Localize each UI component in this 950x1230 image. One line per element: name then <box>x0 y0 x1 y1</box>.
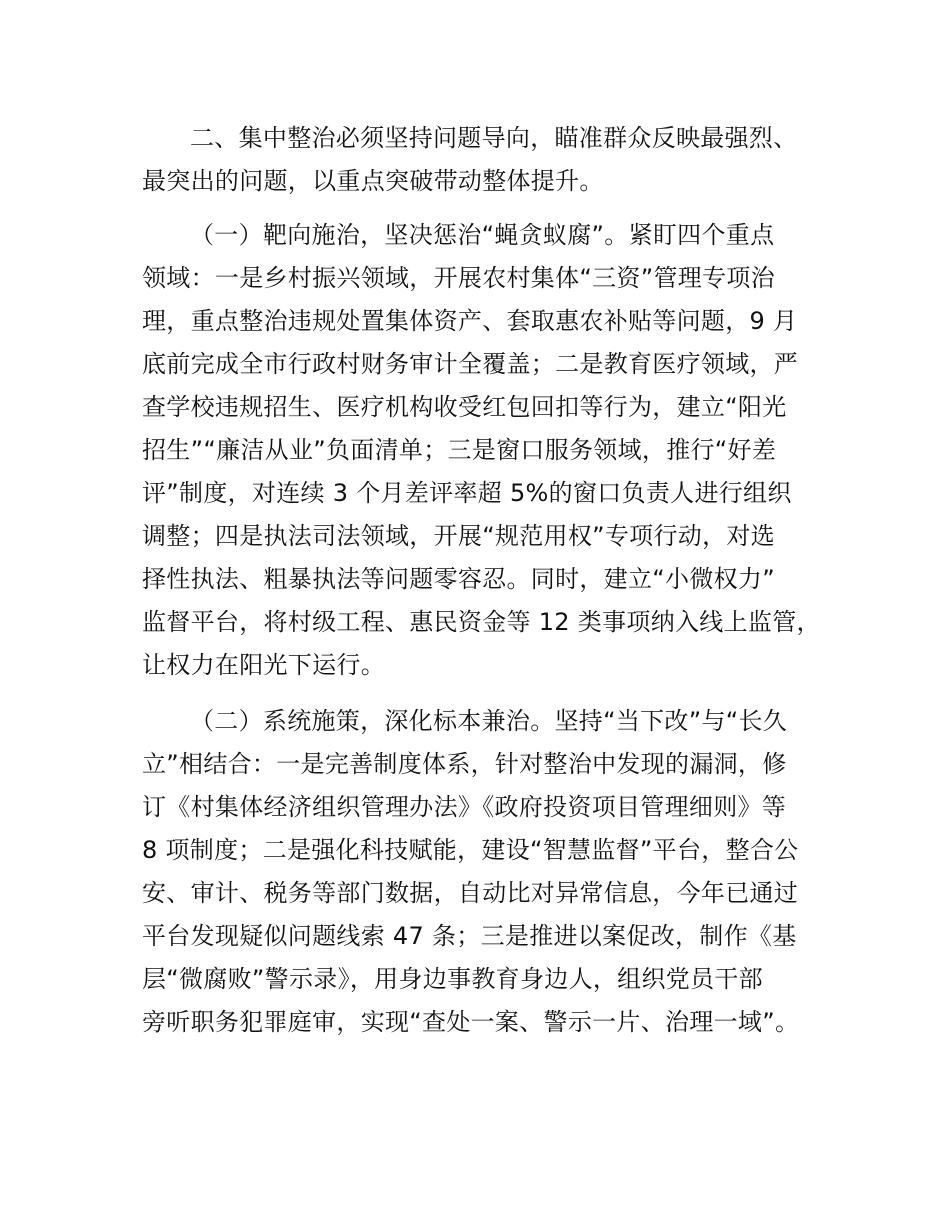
text-line: 监督平台，将村级工程、惠民资金等 12 类事项纳入线上监管， <box>142 608 821 636</box>
text-line: 底前完成全市行政村财务审计全覆盖；二是教育医疗领域，严 <box>142 350 799 378</box>
paragraph-systematic-policy <box>142 700 842 1044</box>
text-line: 立”相结合：一是完善制度体系，针对整治中发现的漏洞，修 <box>142 750 787 778</box>
text-line: 最突出的问题，以重点突破带动整体提升。 <box>142 167 604 195</box>
text-line: 旁听职务犯罪庭审，实现“查处一案、警示一片、治理一域”。 <box>142 1008 800 1036</box>
text-line: 二、集中整治必须坚持问题导向，瞄准群众反映最强烈、 <box>190 124 798 152</box>
text-line: 8 项制度；二是强化科技赋能，建设“智慧监督”平台，整合公 <box>142 836 799 864</box>
text-line: 择性执法、粗暴执法等问题零容忍。同时，建立“小微权力” <box>142 565 775 593</box>
text-line: 查学校违规招生、医疗机构收受红包回扣等行为，建立“阳光 <box>142 393 787 421</box>
text-line: 订《村集体经济组织管理办法》《政府投资项目管理细则》等 <box>142 793 787 821</box>
paragraph-section-two-heading <box>142 117 842 203</box>
text-line: 招生”“廉洁从业”负面清单；三是窗口服务领域，推行“好差 <box>142 436 777 464</box>
text-line: 让权力在阳光下运行。 <box>142 651 385 679</box>
text-line: （一）靶向施治，坚决惩治“蝇贪蚁腐”。紧盯四个重点 <box>190 221 775 249</box>
text-line: 评”制度，对连续 3 个月差评率超 5%的窗口负责人进行组织 <box>142 479 792 507</box>
text-line: 调整；四是执法司法领域，开展“规范用权”专项行动，对选 <box>142 522 775 550</box>
text-line: 层“微腐败”警示录》，用身边事教育身边人，组织党员干部 <box>142 965 763 993</box>
text-line: 理，重点整治违规处置集体资产、套取惠农补贴等问题，9 月 <box>142 307 798 335</box>
paragraph-targeted-treatment <box>142 214 842 687</box>
text-line: 领域：一是乡村振兴领域，开展农村集体“三资”管理专项治 <box>142 264 775 292</box>
text-line: 平台发现疑似问题线索 47 条；三是推进以案促改，制作《基 <box>142 922 797 950</box>
text-line: （二）系统施策，深化标本兼治。坚持“当下改”与“长久 <box>190 707 788 735</box>
text-line: 安、审计、税务等部门数据，自动比对异常信息，今年已通过 <box>142 879 799 907</box>
